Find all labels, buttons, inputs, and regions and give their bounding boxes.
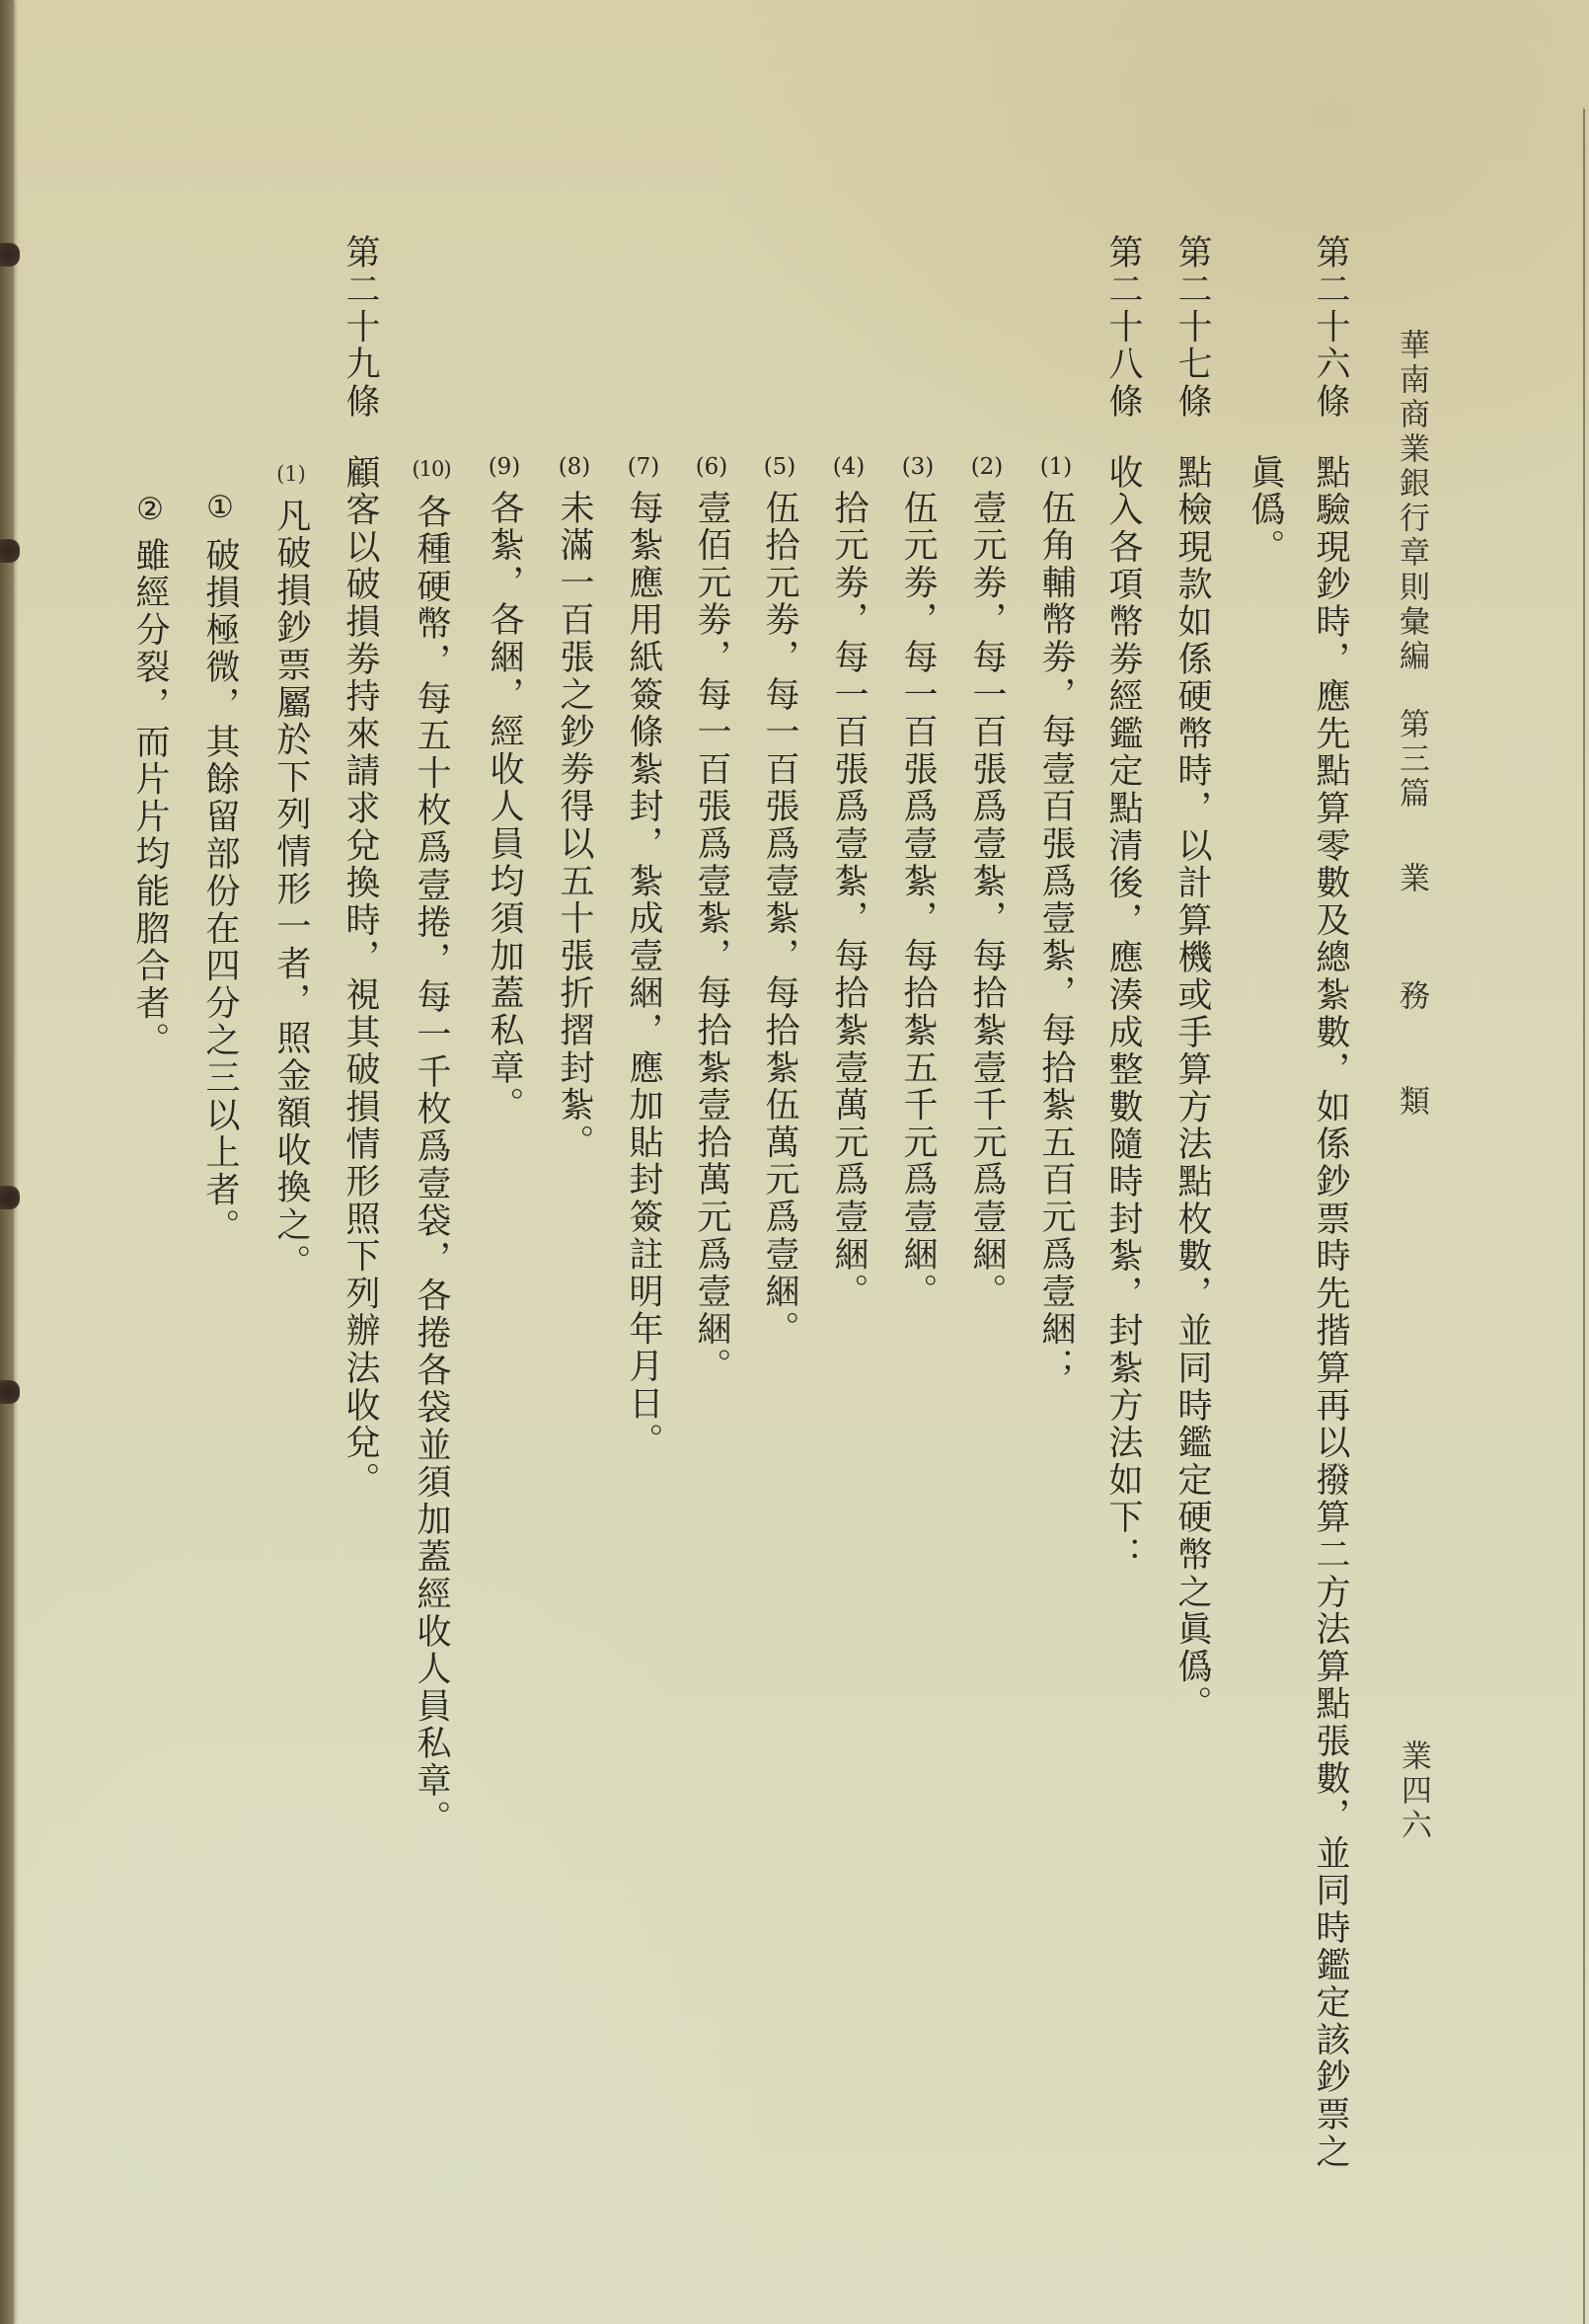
- running-header-book-title: 華南商業銀行章則彙編: [1394, 329, 1429, 674]
- binding-stitch: [0, 243, 20, 267]
- article-number: 第二十七條: [1173, 234, 1212, 421]
- page-edge-line: [1583, 109, 1585, 2324]
- article-text: 收入各項幣劵經鑑定點清後，應湊成整數隨時封紮，封紮方法如下：: [1103, 454, 1143, 1574]
- item-label: (7): [627, 454, 660, 480]
- item-label: (1): [276, 462, 306, 486]
- item-label: (2): [970, 454, 1004, 480]
- running-header-category-char: 務: [1394, 979, 1429, 1014]
- item-label: (6): [695, 454, 728, 480]
- article-text: 點檢現款如係硬幣時，以計算機或手算方法點枚數，並同時鑑定硬幣之眞僞。: [1173, 454, 1212, 1724]
- item-text: 壹元劵，每一百張爲壹紮，每拾紮壹千元爲壹綑。: [967, 490, 1007, 1311]
- item-label: (5): [763, 454, 796, 480]
- running-header-part: 第三篇: [1394, 708, 1429, 812]
- item-text: 伍元劵，每一百張爲壹紮，每拾紮五千元爲壹綑。: [898, 490, 938, 1311]
- item-text: 伍角輔幣劵，每壹百張爲壹紮，每拾紮五百元爲壹綑；: [1036, 490, 1076, 1386]
- page-number: 業四六: [1396, 1740, 1431, 1843]
- binding-stitch: [0, 539, 20, 563]
- subitem-label: ②: [136, 492, 164, 527]
- article-text: 顧客以破損劵持來請求兌換時，視其破損情形照下列辦法收兌。: [340, 454, 380, 1500]
- item-label: (9): [488, 454, 521, 480]
- item-label: (8): [558, 454, 591, 480]
- binding-stitch: [0, 1186, 20, 1209]
- article-text-continued: 眞僞。: [1246, 454, 1285, 567]
- item-text: 凡破損鈔票屬於下列情形一者，照金額收換之。: [271, 498, 311, 1281]
- article-number: 第二十八條: [1103, 234, 1143, 421]
- running-header-category-char: 類: [1394, 1085, 1429, 1120]
- item-label: (4): [832, 454, 866, 480]
- subitem-text: 破損極微，其餘留部份在四分之三以上者。: [200, 537, 240, 1247]
- item-text: 伍拾元劵，每一百張爲壹紮，每拾紮伍萬元爲壹綑。: [760, 490, 799, 1349]
- item-text: 各紮，各綑，經收人員均須加蓋私章。: [485, 490, 524, 1124]
- item-label: (3): [901, 454, 935, 480]
- item-text: 每紮應用紙簽條紮封，紮成壹綑，應加貼封簽註明年月日。: [624, 490, 663, 1460]
- article-number: 第二十九條: [340, 234, 380, 421]
- item-label: (1): [1039, 454, 1073, 480]
- running-header-category-char: 業: [1394, 862, 1429, 896]
- book-binding-edge: [0, 0, 14, 2324]
- item-text: 壹佰元劵，每一百張爲壹紮，每拾紮壹拾萬元爲壹綑。: [692, 490, 731, 1386]
- item-text: 拾元劵，每一百張爲壹紮，每拾紮壹萬元爲壹綑。: [829, 490, 869, 1311]
- item-text: 各種硬幣，每五十枚爲壹捲，每一千枚爲壹袋，各捲各袋並須加蓋經收人員私章。: [412, 494, 451, 1837]
- article-number: 第二十六條: [1311, 234, 1350, 421]
- subitem-label: ①: [206, 490, 234, 525]
- binding-stitch: [0, 1380, 20, 1404]
- item-label: (10): [412, 457, 451, 481]
- article-text: 點驗現鈔時，應先點算零數及總紮數，如係鈔票時先揩算再以撥算二方法算點張數，並同時鑑定該鈔票之: [1311, 454, 1350, 2171]
- subitem-text: 雖經分裂，而片片均能脗合者。: [130, 537, 170, 1060]
- item-text: 未滿一百張之鈔劵得以五十張折摺封紮。: [555, 490, 594, 1162]
